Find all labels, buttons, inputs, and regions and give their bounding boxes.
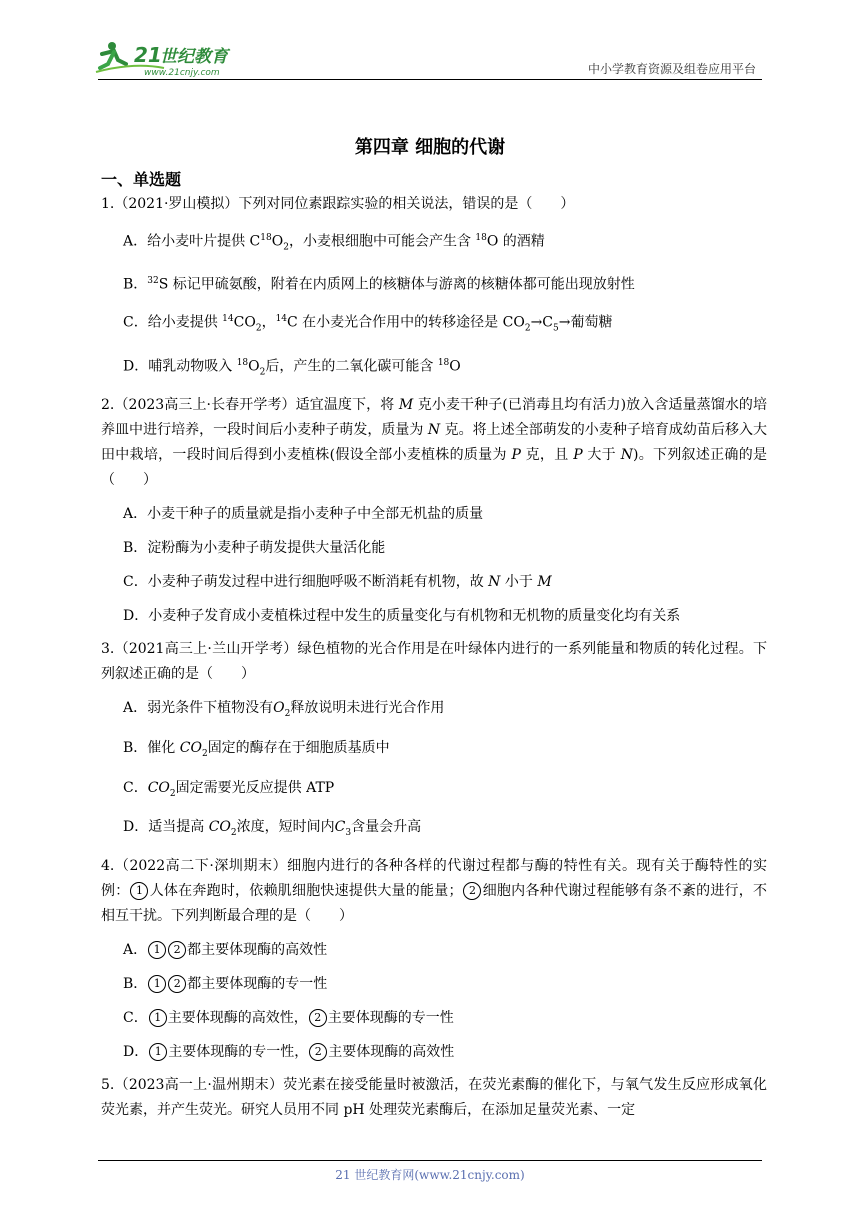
option-c[interactable]: C．小麦种子萌发过程中进行细胞呼吸不断消耗有机物，故 N 小于 M bbox=[123, 574, 552, 591]
option-b[interactable]: B．$^{32}$S 标记甲硫氨酸，附着在内质网上的核糖体与游离的核糖体都可能出现放射性 bbox=[123, 276, 635, 294]
site-tagline: 中小学教育资源及组卷应用平台 bbox=[587, 62, 756, 76]
question-stem: 3.（2021高三上·兰山开学考）绿色植物的光合作用是在叶绿体内进行的一系列能量和物质的转化过程。下列叙述正确的是（ ） bbox=[101, 641, 767, 683]
circled-1-icon: 1 bbox=[148, 975, 166, 993]
option-a[interactable]: A．给小麦叶片提供 $C^{18}O_2$，小麦根细胞中可能会产生含 $^{18}$O 的酒精 bbox=[123, 233, 545, 253]
option-b[interactable]: B．催化 $CO_2$固定的酶存在于细胞质基质中 bbox=[123, 739, 390, 759]
option-a[interactable]: A． 1 2 都主要体现酶的高效性 bbox=[123, 942, 328, 959]
option-a[interactable]: A．小麦干种子的质量就是指小麦种子中全部无机盐的质量 bbox=[123, 506, 484, 523]
circled-1-icon: 1 bbox=[130, 882, 148, 900]
svg-text:世纪教育: 世纪教育 bbox=[160, 47, 228, 67]
option-b[interactable]: B．淀粉酶为小麦种子萌发提供大量活化能 bbox=[123, 540, 386, 557]
option-c[interactable]: C．给小麦提供 $^{14}CO_2$，$^{14}$C 在小麦光合作用中的转移途径是 $CO_2\to C_5\to$葡萄糖 bbox=[123, 314, 613, 334]
option-a[interactable]: A．弱光条件下植物没有$O_2$释放说明未进行光合作用 bbox=[123, 700, 445, 719]
option-d[interactable]: D．小麦种子发育成小麦植株过程中发生的质量变化与有机物和无机物的质量变化均有关系 bbox=[123, 608, 681, 625]
circled-1-icon: 1 bbox=[148, 941, 166, 959]
question-stem: 4.（2022高二下·深圳期末）细胞内进行的各种各样的代谢过程都与酶的特性有关。现有关于酶特性的实例： 1 人体在奔跑时，依赖肌细胞快速提供大量的能量； 2 细胞内各种代谢过程能够有条不紊的进行，不相互干扰。下列判断最合理的是（ ） bbox=[101, 858, 768, 925]
option-d[interactable]: D． 1 主要体现酶的专一性， 2 主要体现酶的高效性 bbox=[123, 1044, 455, 1061]
question-stem: 2.（2023高三上·长春开学考）适宜温度下，将 M 克小麦干种子(已消毒且均有活力)放入含适量蒸馏水的培养皿中进行培养，一段时间后小麦种子萌发，质量为 N 克。将上述全部萌发的小麦种子培育成幼苗后移入大田中栽培，一段时间后得到小麦植株(假设全部小麦植株的质量为 P 克，且 P 大于 N)。下列叙述正确的是（ ） bbox=[101, 397, 768, 489]
circled-2-icon: 2 bbox=[168, 975, 186, 993]
svg-text:www.21cnjy.com: www.21cnjy.com bbox=[144, 68, 220, 78]
circled-1-icon: 1 bbox=[149, 1009, 167, 1027]
page-header bbox=[0, 0, 860, 80]
footer-divider bbox=[98, 1160, 762, 1161]
question-4 bbox=[101, 854, 767, 1065]
svg-text:21: 21 bbox=[134, 43, 162, 67]
logo-21cnjy[interactable] bbox=[94, 38, 256, 80]
circled-2-icon: 2 bbox=[309, 1043, 327, 1061]
option-c[interactable]: C． 1 主要体现酶的高效性， 2 主要体现酶的专一性 bbox=[123, 1010, 454, 1027]
option-c[interactable]: C．$CO_2$固定需要光反应提供 ATP bbox=[123, 779, 335, 799]
question-5 bbox=[101, 1073, 767, 1123]
footer-text[interactable]: 21 世纪教育网(www.21cnjy.com) bbox=[335, 1168, 525, 1182]
question-3 bbox=[101, 637, 767, 846]
question-stem: 5.（2023高一上·温州期末）荧光素在接受能量时被激活，在荧光素酶的催化下，与氧气发生反应形成氧化荧光素，并产生荧光。研究人员用不同 pH 处理荧光素酶后，在添加足量荧光素、一定 bbox=[101, 1077, 767, 1119]
circled-2-icon: 2 bbox=[463, 882, 481, 900]
question-stem: 1.（2021·罗山模拟）下列对同位素跟踪实验的相关说法，错误的是（ ） bbox=[101, 196, 575, 212]
question-2 bbox=[101, 393, 767, 629]
circled-2-icon: 2 bbox=[309, 1009, 327, 1027]
option-d[interactable]: D．适当提高 $CO_2$浓度，短时间内$C_3$含量会升高 bbox=[123, 819, 422, 839]
circled-2-icon: 2 bbox=[168, 941, 186, 959]
header-divider bbox=[98, 79, 762, 80]
option-b[interactable]: B． 1 2 都主要体现酶的专一性 bbox=[123, 976, 328, 993]
question-1 bbox=[101, 192, 767, 385]
question-list bbox=[101, 192, 767, 1123]
chapter-title: 第四章 细胞的代谢 bbox=[354, 137, 506, 158]
section-heading: 一、单选题 bbox=[101, 170, 182, 189]
circled-1-icon: 1 bbox=[149, 1043, 167, 1061]
option-d[interactable]: D．哺乳动物吸入 $^{18}O_2$后，产生的二氧化碳可能含 $^{18}$O bbox=[123, 357, 461, 378]
